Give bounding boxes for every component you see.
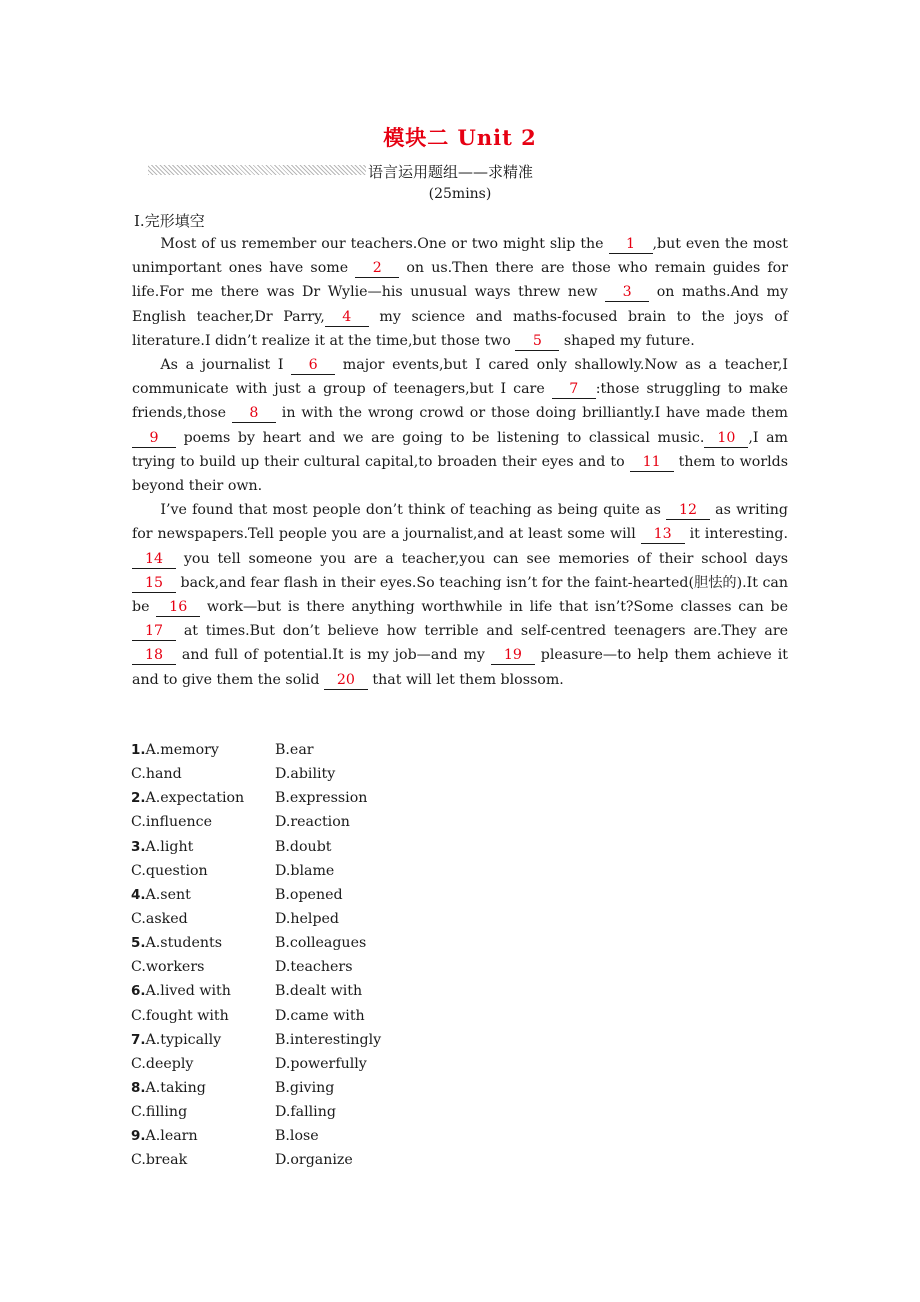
blank-19: 19 (491, 646, 535, 665)
option-row-3cd (131, 859, 531, 883)
passage-text: my science and maths-focused brain to the joys of literature.I didn’t realize it at the time,but those two (132, 308, 788, 349)
passage-text: major events,but I cared only shallowly.Now as a teacher,I communicate with just a group of teenagers,but I care (132, 357, 788, 398)
passage-text: Most of us remember our teachers.One or two might slip the (160, 236, 609, 252)
option-b: B.doubt (275, 838, 332, 855)
option-d: D.falling (275, 1104, 336, 1121)
passage-text: at times.But don’t believe how terrible and self-centred teenagers are.They are (176, 623, 788, 640)
passage-text: work—but is there anything worthwhile in life that isn’t?Some classes can be (200, 599, 788, 616)
blank-15: 15 (132, 574, 176, 593)
passage-text: that will let them blossom. (367, 671, 564, 688)
option-row-5ab (131, 931, 531, 955)
option-d: D.helped (275, 910, 340, 927)
passage-text: shaped my future. (559, 332, 695, 349)
section-title: 语言运用题组——求精准 (368, 163, 534, 181)
option-row-4cd (131, 907, 531, 931)
passage-text: ,but even the most unimportant ones have some (132, 236, 788, 277)
option-b: B.interestingly (275, 1031, 382, 1048)
blank-1: 1 (609, 235, 653, 254)
blank-6: 6 (291, 356, 335, 375)
paragraph-2 (132, 353, 788, 498)
option-row-7cd (131, 1052, 531, 1076)
blank-20: 20 (324, 671, 368, 690)
option-a: A.memory (145, 742, 219, 758)
blank-9: 9 (132, 429, 176, 448)
part-heading: Ⅰ.完形填空 (134, 212, 205, 230)
option-a: A.light (145, 838, 194, 855)
question-number: 7. (131, 1031, 146, 1048)
cloze-passage (132, 232, 788, 692)
blank-14: 14 (132, 550, 176, 569)
blank-16: 16 (156, 598, 200, 617)
option-d: D.powerfully (275, 1055, 367, 1072)
passage-text: on us.Then there are those who remain guides for life.For me there was Dr Wylie—his unusual ways threw new (132, 260, 788, 301)
option-c: C.deeply (131, 1055, 194, 1072)
option-row-9cd (131, 1148, 531, 1172)
blank-17: 17 (132, 622, 176, 641)
option-a: A.sent (145, 886, 191, 903)
passage-text: them to worlds beyond their own. (132, 453, 788, 495)
blank-10: 10 (704, 429, 748, 448)
option-row-8ab (131, 1076, 531, 1100)
option-c: C.workers (131, 959, 205, 976)
option-row-1ab (131, 738, 531, 762)
option-c: C.break (131, 1152, 188, 1169)
paragraph-1 (132, 232, 788, 353)
question-number: 1. (131, 742, 146, 758)
question-number: 8. (131, 1079, 146, 1096)
passage-text: you tell someone you are a teacher,you can see memories of their school days (176, 550, 788, 567)
passage-text: on maths.And my English teacher,Dr Parry, (132, 284, 788, 325)
question-number: 3. (131, 838, 146, 855)
blank-5: 5 (515, 332, 559, 351)
option-d: D.blame (275, 862, 335, 879)
option-b: B.expression (275, 790, 368, 807)
option-row-9ab (131, 1124, 531, 1148)
answer-options (131, 738, 531, 1173)
option-a: A.students (145, 935, 223, 952)
option-a: A.typically (145, 1031, 222, 1048)
option-c: C.hand (131, 766, 182, 783)
passage-text: pleasure—to help them achieve it and to give them the solid (132, 647, 788, 688)
option-c: C.fought with (131, 1007, 229, 1024)
option-d: D.ability (275, 766, 336, 783)
option-c: C.filling (131, 1104, 188, 1121)
option-row-2cd (131, 810, 531, 834)
passage-text: As a journalist I (160, 357, 292, 374)
option-a: A.taking (145, 1079, 206, 1096)
option-b: B.opened (275, 886, 343, 903)
passage-text: I’ve found that most people don’t think of teaching as being quite as (160, 502, 667, 519)
blank-11: 11 (630, 453, 674, 472)
option-row-8cd (131, 1100, 531, 1124)
blank-2: 2 (355, 259, 399, 278)
option-d: D.teachers (275, 959, 353, 976)
blank-12: 12 (666, 501, 710, 520)
option-a: A.expectation (145, 790, 245, 807)
option-row-1cd (131, 762, 531, 786)
option-b: B.colleagues (275, 935, 367, 952)
option-c: C.influence (131, 814, 213, 831)
option-row-7ab (131, 1028, 531, 1052)
option-row-3ab (131, 835, 531, 859)
question-number: 5. (131, 935, 146, 952)
option-row-5cd (131, 955, 531, 979)
option-b: B.giving (275, 1079, 335, 1096)
question-number: 9. (131, 1128, 146, 1145)
page-title: 模块二 Unit 2 (383, 125, 537, 150)
passage-text: as writing for newspapers.Tell people you are a journalist,and at least some will (132, 502, 788, 543)
passage-text: poems by heart and we are going to be listening to classical music. (176, 429, 705, 446)
blank-4: 4 (325, 308, 369, 327)
option-d: D.came with (275, 1007, 365, 1024)
option-b: B.lose (275, 1128, 319, 1145)
option-d: D.organize (275, 1152, 353, 1169)
option-row-2ab (131, 786, 531, 810)
option-row-4ab (131, 883, 531, 907)
question-number: 6. (131, 983, 146, 1000)
passage-text: :those struggling to make friends,those (132, 381, 788, 422)
option-c: C.question (131, 862, 208, 879)
passage-text: in with the wrong crowd or those doing brilliantly.I have made them (275, 405, 789, 422)
option-a: A.lived with (145, 983, 231, 1000)
blank-8: 8 (232, 404, 276, 423)
option-row-6cd (131, 1004, 531, 1028)
question-number: 2. (131, 790, 146, 807)
section-header (148, 161, 788, 183)
blank-13: 13 (641, 525, 685, 544)
passage-text: back,and fear flash in their eyes.So teaching isn’t for the faint-hearted(胆怯的).It can be (132, 574, 788, 616)
option-row-6ab (131, 979, 531, 1003)
option-d: D.reaction (275, 814, 350, 831)
question-number: 4. (131, 886, 146, 903)
blank-3: 3 (605, 283, 649, 302)
passage-text: it interesting. (684, 526, 788, 543)
option-b: B.ear (275, 742, 314, 758)
blank-18: 18 (132, 646, 176, 665)
option-c: C.asked (131, 910, 188, 927)
option-a: A.learn (145, 1128, 198, 1145)
blank-7: 7 (552, 380, 596, 399)
option-b: B.dealt with (275, 983, 363, 1000)
hatch-decoration (148, 165, 366, 175)
passage-text: and full of potential.It is my job—and my (176, 647, 491, 664)
time-limit: (25mins) (428, 186, 492, 202)
passage-text: ,I am trying to build up their cultural capital,to broaden their eyes and to (132, 429, 788, 470)
paragraph-3 (132, 498, 788, 692)
